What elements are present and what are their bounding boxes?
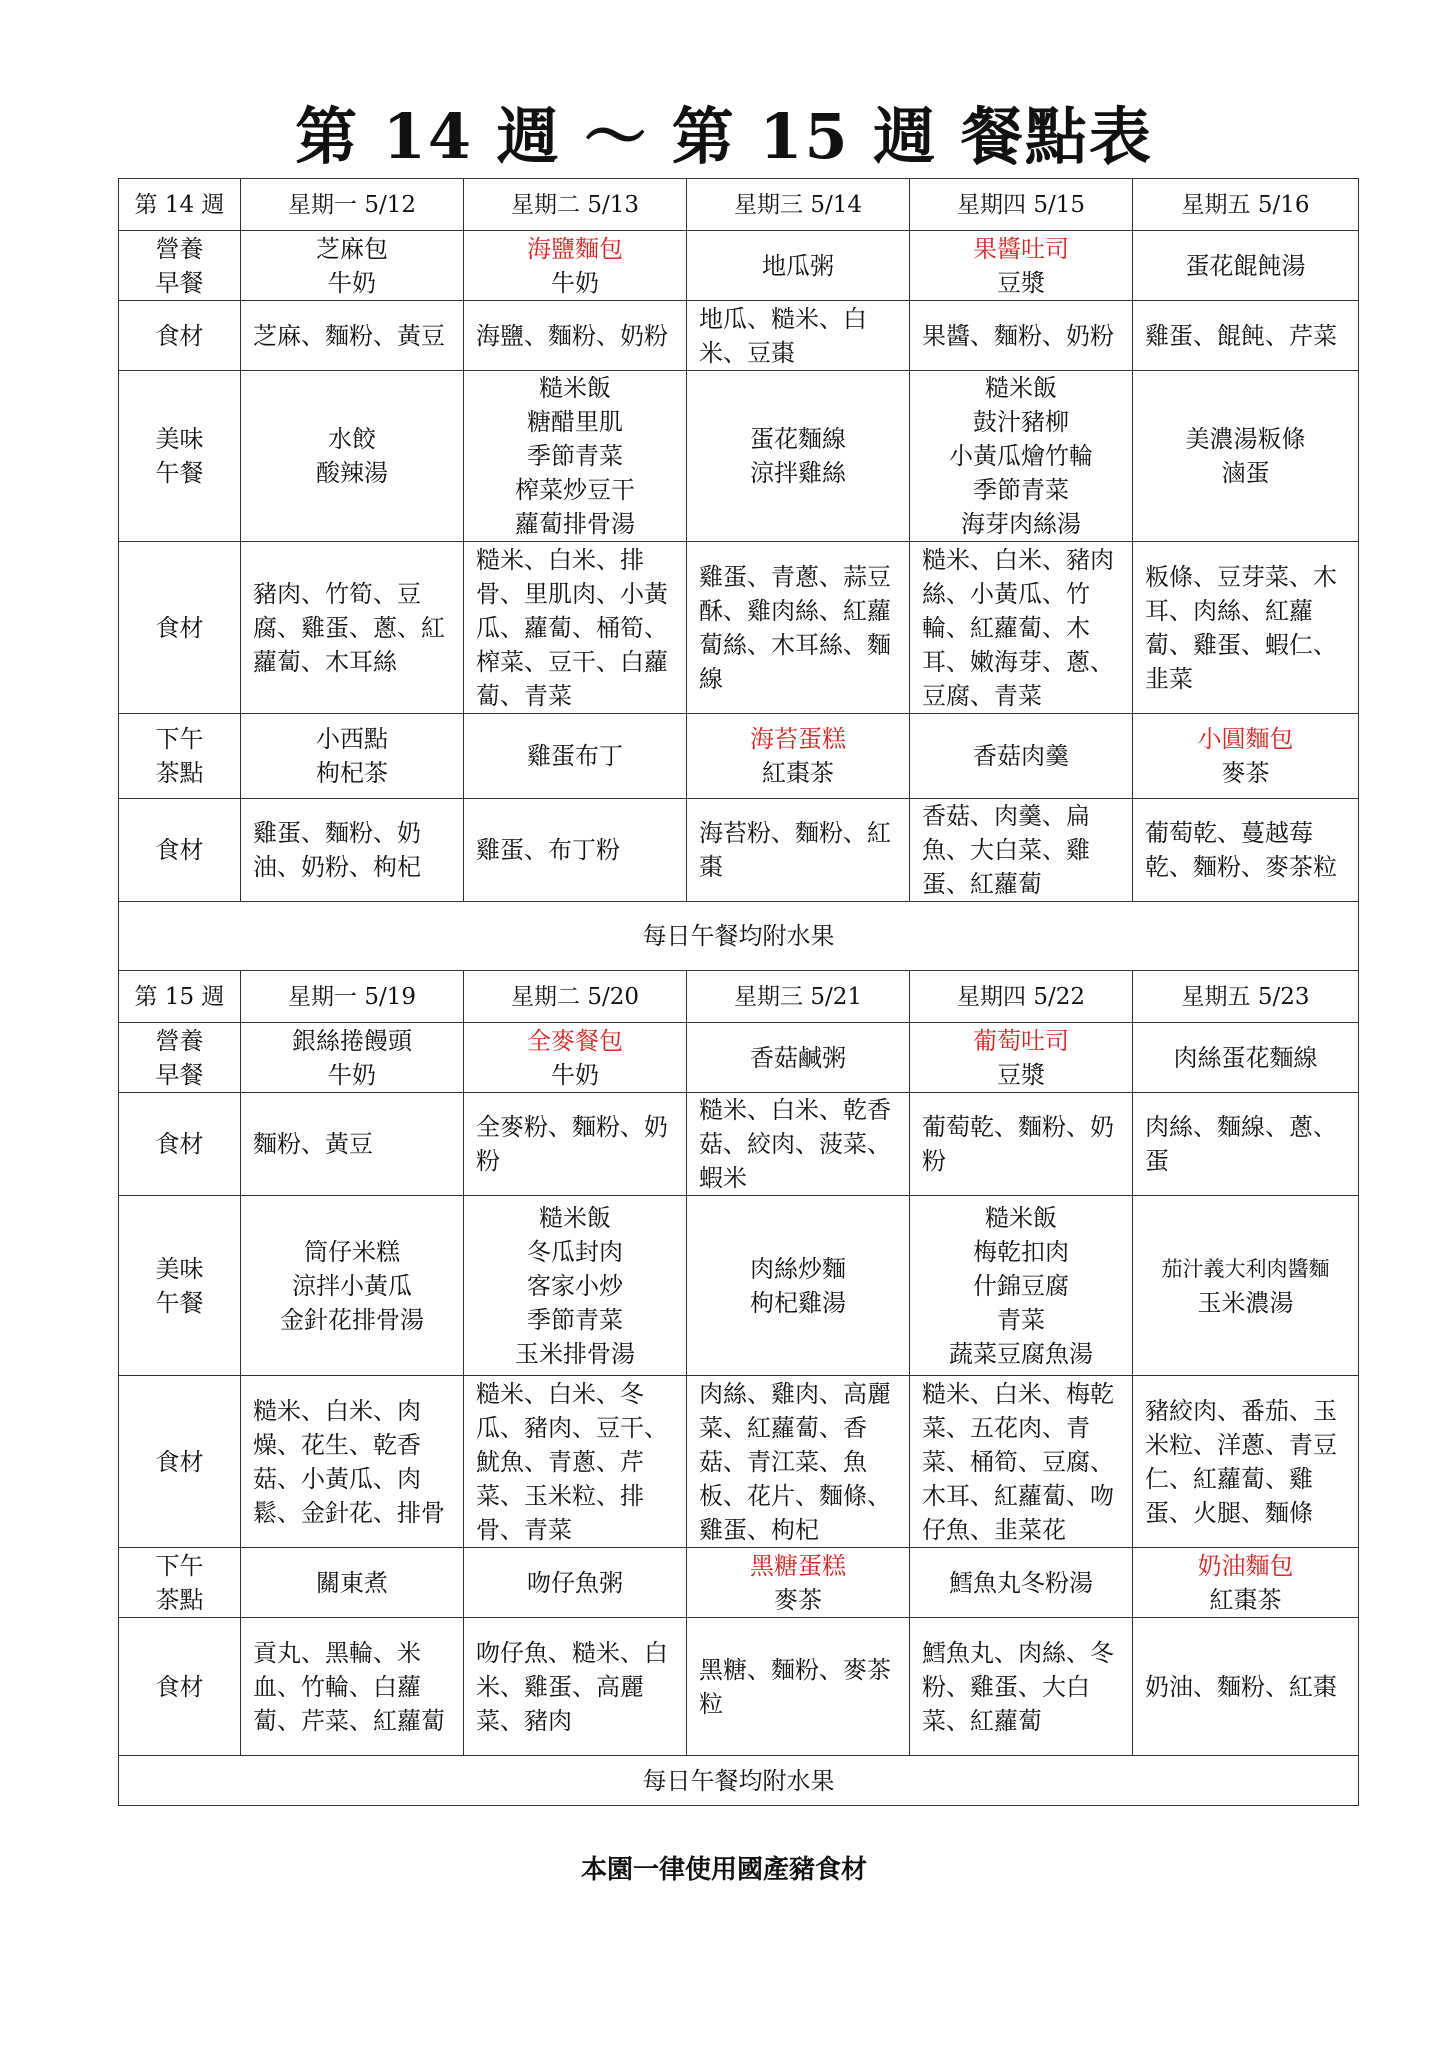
- breakfast-cell: [241, 231, 464, 301]
- menu-item: 玉米排骨湯: [515, 1339, 635, 1368]
- menu-item: 糙米飯: [985, 374, 1057, 402]
- snack-cell: [464, 714, 687, 799]
- menu-item: 糙米飯: [985, 1203, 1057, 1232]
- menu-item: 蘿蔔排骨湯: [515, 510, 635, 538]
- menu-item: 筒仔米糕: [304, 1237, 400, 1266]
- ingredients-cell: 吻仔魚、糙米、白米、雞蛋、高麗菜、豬肉: [464, 1618, 687, 1756]
- snack-cell: [910, 714, 1133, 799]
- menu-item: 吻仔魚粥: [527, 1568, 623, 1597]
- highlighted-menu-item: 黑糖蛋糕: [750, 1551, 846, 1580]
- highlighted-menu-item: 全麥餐包: [527, 1026, 623, 1055]
- ingredients-cell: 海鹽、麵粉、奶粉: [464, 301, 687, 371]
- ingredients-cell: 芝麻、麵粉、黃豆: [241, 301, 464, 371]
- ingredients-cell: 糙米、白米、肉燥、花生、乾香菇、小黃瓜、肉鬆、金針花、排骨: [241, 1376, 464, 1548]
- snack-cell: [687, 714, 910, 799]
- menu-item: 海芽肉絲湯: [961, 510, 1081, 538]
- menu-item: 麥茶: [774, 1585, 822, 1614]
- row-label-lunch: 美味 午餐: [119, 1196, 241, 1376]
- snack-cell: [241, 714, 464, 799]
- day-header: 星期二 5/20: [464, 971, 687, 1023]
- week-14-menu-table: [118, 178, 1359, 971]
- breakfast-cell: [464, 231, 687, 301]
- lunch-cell: [1133, 371, 1359, 542]
- snack-cell: [1133, 1548, 1359, 1618]
- menu-item: 季節青菜: [527, 442, 623, 470]
- ingredients-cell: 麵粉、黃豆: [241, 1093, 464, 1196]
- menu-item: 麥茶: [1221, 759, 1270, 787]
- fruit-note: 每日午餐均附水果: [119, 1756, 1359, 1806]
- ingredients-cell: 糙米、白米、乾香菇、絞肉、菠菜、蝦米: [687, 1093, 910, 1196]
- snack-cell: [1133, 714, 1359, 799]
- highlighted-menu-item: 海苔蛋糕: [750, 725, 846, 753]
- menu-item: 雞蛋布丁: [527, 742, 623, 770]
- highlighted-menu-item: 果醬吐司: [973, 234, 1069, 263]
- lunch-cell: [1133, 1196, 1359, 1376]
- week-label: 第 15 週: [119, 971, 241, 1023]
- menu-item: 牛奶: [328, 1060, 376, 1089]
- menu-item: 美濃湯粄條: [1185, 425, 1306, 453]
- menu-item: 滷蛋: [1221, 459, 1270, 487]
- snack-cell: [687, 1548, 910, 1618]
- menu-item: 小西點: [316, 725, 388, 753]
- ingredients-cell: 糙米、白米、梅乾菜、五花肉、青菜、桶筍、豆腐、木耳、紅蘿蔔、吻仔魚、韭菜花: [910, 1376, 1133, 1548]
- menu-item: 青菜: [997, 1305, 1045, 1334]
- breakfast-cell: [1133, 231, 1359, 301]
- menu-item: 涼拌小黃瓜: [292, 1271, 412, 1300]
- footer-note: 本園一律使用國產豬食材: [580, 1855, 867, 1885]
- ingredients-cell: 奶油、麵粉、紅棗: [1133, 1618, 1359, 1756]
- ingredients-cell: 雞蛋、麵粉、奶油、奶粉、枸杞: [241, 799, 464, 902]
- menu-item: 芝麻包: [316, 234, 388, 263]
- day-header: 星期四 5/15: [910, 179, 1133, 231]
- menu-item: 蔬菜豆腐魚湯: [949, 1339, 1093, 1368]
- menu-item: 銀絲捲饅頭: [292, 1026, 412, 1055]
- menu-item: 糙米飯: [539, 374, 611, 402]
- ingredients-cell: 豬肉、竹筍、豆腐、雞蛋、蔥、紅蘿蔔、木耳絲: [241, 542, 464, 714]
- menu-item: 牛奶: [551, 1060, 599, 1089]
- menu-item: 糙米飯: [539, 1203, 611, 1232]
- menu-item: 豆漿: [997, 1060, 1045, 1089]
- menu-item: 榨菜炒豆干: [515, 476, 635, 504]
- ingredients-cell: 糙米、白米、豬肉絲、小黃瓜、竹輪、紅蘿蔔、木耳、嫩海芽、蔥、豆腐、青菜: [910, 542, 1133, 714]
- day-header: 星期四 5/22: [910, 971, 1133, 1023]
- day-header: 星期三 5/21: [687, 971, 910, 1023]
- lunch-cell: [687, 1196, 910, 1376]
- breakfast-cell: [687, 231, 910, 301]
- breakfast-cell: [910, 231, 1133, 301]
- week-label: 第 14 週: [119, 179, 241, 231]
- row-label-ingredients: 食材: [119, 301, 241, 371]
- menu-item: 季節青菜: [527, 1305, 623, 1334]
- highlighted-menu-item: 小圓麵包: [1197, 725, 1294, 753]
- menu-item: 豆漿: [997, 268, 1045, 297]
- menu-item: 什錦豆腐: [973, 1271, 1069, 1300]
- day-header: 星期三 5/14: [687, 179, 910, 231]
- ingredients-cell: 海苔粉、麵粉、紅棗: [687, 799, 910, 902]
- menu-item: 玉米濃湯: [1197, 1288, 1294, 1317]
- menu-item: 蛋花麵線: [750, 425, 846, 453]
- menu-item: 枸杞雞湯: [750, 1288, 846, 1317]
- lunch-cell: [687, 371, 910, 542]
- menu-item: 香菇肉羹: [973, 742, 1069, 770]
- menu-item: 鱈魚丸冬粉湯: [949, 1568, 1093, 1597]
- breakfast-cell: [910, 1023, 1133, 1093]
- menu-item: 鼓汁豬柳: [973, 408, 1069, 436]
- menu-item: 茄汁義大利肉醬麵: [1161, 1256, 1330, 1281]
- highlighted-menu-item: 海鹽麵包: [527, 234, 623, 263]
- menu-item: 水餃: [328, 425, 376, 453]
- lunch-cell: [241, 1196, 464, 1376]
- snack-row: [119, 1548, 1359, 1618]
- menu-item: 枸杞茶: [316, 759, 388, 787]
- ingredients-cell: 香菇、肉羹、扁魚、大白菜、雞蛋、紅蘿蔔: [910, 799, 1133, 902]
- row-label-ingredients: 食材: [119, 799, 241, 902]
- breakfast-cell: [464, 1023, 687, 1093]
- lunch-cell: [910, 371, 1133, 542]
- ingredients-cell: 葡萄乾、麵粉、奶粉: [910, 1093, 1133, 1196]
- menu-item: 小黃瓜燴竹輪: [949, 442, 1093, 470]
- row-label-ingredients: 食材: [119, 542, 241, 714]
- breakfast-row: [119, 1023, 1359, 1093]
- lunch-ingredients-row: [119, 1376, 1359, 1548]
- breakfast-cell: [1133, 1023, 1359, 1093]
- menu-item: 牛奶: [551, 268, 599, 297]
- highlighted-menu-item: 奶油麵包: [1197, 1551, 1294, 1580]
- day-header-row: [119, 179, 1359, 231]
- menu-item: 金針花排骨湯: [280, 1305, 424, 1334]
- lunch-row: [119, 1196, 1359, 1376]
- row-label-lunch: 美味 午餐: [119, 371, 241, 542]
- row-label-snack: 下午 茶點: [119, 714, 241, 799]
- menu-item: 牛奶: [328, 268, 376, 297]
- highlighted-menu-item: 葡萄吐司: [973, 1026, 1069, 1055]
- snack-ingredients-row: [119, 1618, 1359, 1756]
- ingredients-cell: 糙米、白米、冬瓜、豬肉、豆干、魷魚、青蔥、芹菜、玉米粒、排骨、青菜: [464, 1376, 687, 1548]
- lunch-cell: [910, 1196, 1133, 1376]
- note-row: [119, 902, 1359, 971]
- page-title: 第 14 週 ～ 第 15 週 餐點表: [295, 100, 1153, 173]
- day-header: 星期一 5/12: [241, 179, 464, 231]
- ingredients-cell: 黑糖、麵粉、麥茶粒: [687, 1618, 910, 1756]
- ingredients-cell: 豬絞肉、番茄、玉米粒、洋蔥、青豆仁、紅蘿蔔、雞蛋、火腿、麵條: [1133, 1376, 1359, 1548]
- ingredients-cell: 雞蛋、布丁粉: [464, 799, 687, 902]
- ingredients-cell: 雞蛋、青蔥、蒜豆酥、雞肉絲、紅蘿蔔絲、木耳絲、麵線: [687, 542, 910, 714]
- menu-item: 酸辣湯: [316, 459, 388, 487]
- menu-item: 地瓜粥: [762, 251, 834, 280]
- menu-item: 糖醋里肌: [527, 408, 623, 436]
- snack-ingredients-row: [119, 799, 1359, 902]
- menu-item: 冬瓜封肉: [527, 1237, 623, 1266]
- lunch-cell: [241, 371, 464, 542]
- menu-item: 蛋花餛飩湯: [1185, 251, 1306, 280]
- ingredients-cell: 雞蛋、餛飩、芹菜: [1133, 301, 1359, 371]
- ingredients-cell: 糙米、白米、排骨、里肌肉、小黃瓜、蘿蔔、桶筍、榨菜、豆干、白蘿蔔、青菜: [464, 542, 687, 714]
- breakfast-cell: [241, 1023, 464, 1093]
- ingredients-cell: 鱈魚丸、肉絲、冬粉、雞蛋、大白菜、紅蘿蔔: [910, 1618, 1133, 1756]
- note-row: [119, 1756, 1359, 1806]
- breakfast-row: [119, 231, 1359, 301]
- day-header: 星期五 5/16: [1133, 179, 1359, 231]
- row-label-snack: 下午 茶點: [119, 1548, 241, 1618]
- breakfast-ingredients-row: [119, 301, 1359, 371]
- menu-item: 紅棗茶: [1209, 1585, 1282, 1614]
- ingredients-cell: 全麥粉、麵粉、奶粉: [464, 1093, 687, 1196]
- menu-item: 涼拌雞絲: [750, 459, 846, 487]
- lunch-row: [119, 371, 1359, 542]
- ingredients-cell: 貢丸、黑輪、米血、竹輪、白蘿蔔、芹菜、紅蘿蔔: [241, 1618, 464, 1756]
- snack-cell: [241, 1548, 464, 1618]
- ingredients-cell: 地瓜、糙米、白米、豆棗: [687, 301, 910, 371]
- ingredients-cell: 肉絲、麵線、蔥、蛋: [1133, 1093, 1359, 1196]
- snack-cell: [910, 1548, 1133, 1618]
- lunch-cell: [464, 1196, 687, 1376]
- row-label-ingredients: 食材: [119, 1618, 241, 1756]
- breakfast-ingredients-row: [119, 1093, 1359, 1196]
- lunch-cell: [464, 371, 687, 542]
- menu-item: 季節青菜: [973, 476, 1069, 504]
- row-label-breakfast: 營養 早餐: [119, 231, 241, 301]
- ingredients-cell: 粄條、豆芽菜、木耳、肉絲、紅蘿蔔、雞蛋、蝦仁、韭菜: [1133, 542, 1359, 714]
- menu-item: 紅棗茶: [762, 759, 834, 787]
- menu-item: 肉絲蛋花麵線: [1173, 1043, 1318, 1072]
- ingredients-cell: 肉絲、雞肉、高麗菜、紅蘿蔔、香菇、青江菜、魚板、花片、麵條、雞蛋、枸杞: [687, 1376, 910, 1548]
- ingredients-cell: 果醬、麵粉、奶粉: [910, 301, 1133, 371]
- day-header: 星期一 5/19: [241, 971, 464, 1023]
- row-label-breakfast: 營養 早餐: [119, 1023, 241, 1093]
- day-header: 星期五 5/23: [1133, 971, 1359, 1023]
- fruit-note: 每日午餐均附水果: [119, 902, 1359, 971]
- breakfast-cell: [687, 1023, 910, 1093]
- day-header: 星期二 5/13: [464, 179, 687, 231]
- menu-item: 客家小炒: [527, 1271, 623, 1300]
- day-header-row: [119, 971, 1359, 1023]
- ingredients-cell: 葡萄乾、蔓越莓乾、麵粉、麥茶粒: [1133, 799, 1359, 902]
- menu-item: 肉絲炒麵: [750, 1254, 846, 1283]
- lunch-ingredients-row: [119, 542, 1359, 714]
- menu-item: 香菇鹹粥: [750, 1043, 846, 1072]
- snack-row: [119, 714, 1359, 799]
- snack-cell: [464, 1548, 687, 1618]
- row-label-ingredients: 食材: [119, 1376, 241, 1548]
- row-label-ingredients: 食材: [119, 1093, 241, 1196]
- menu-item: 梅乾扣肉: [973, 1237, 1069, 1266]
- menu-item: 關東煮: [316, 1568, 388, 1597]
- week-15-menu-table: [118, 970, 1359, 1806]
